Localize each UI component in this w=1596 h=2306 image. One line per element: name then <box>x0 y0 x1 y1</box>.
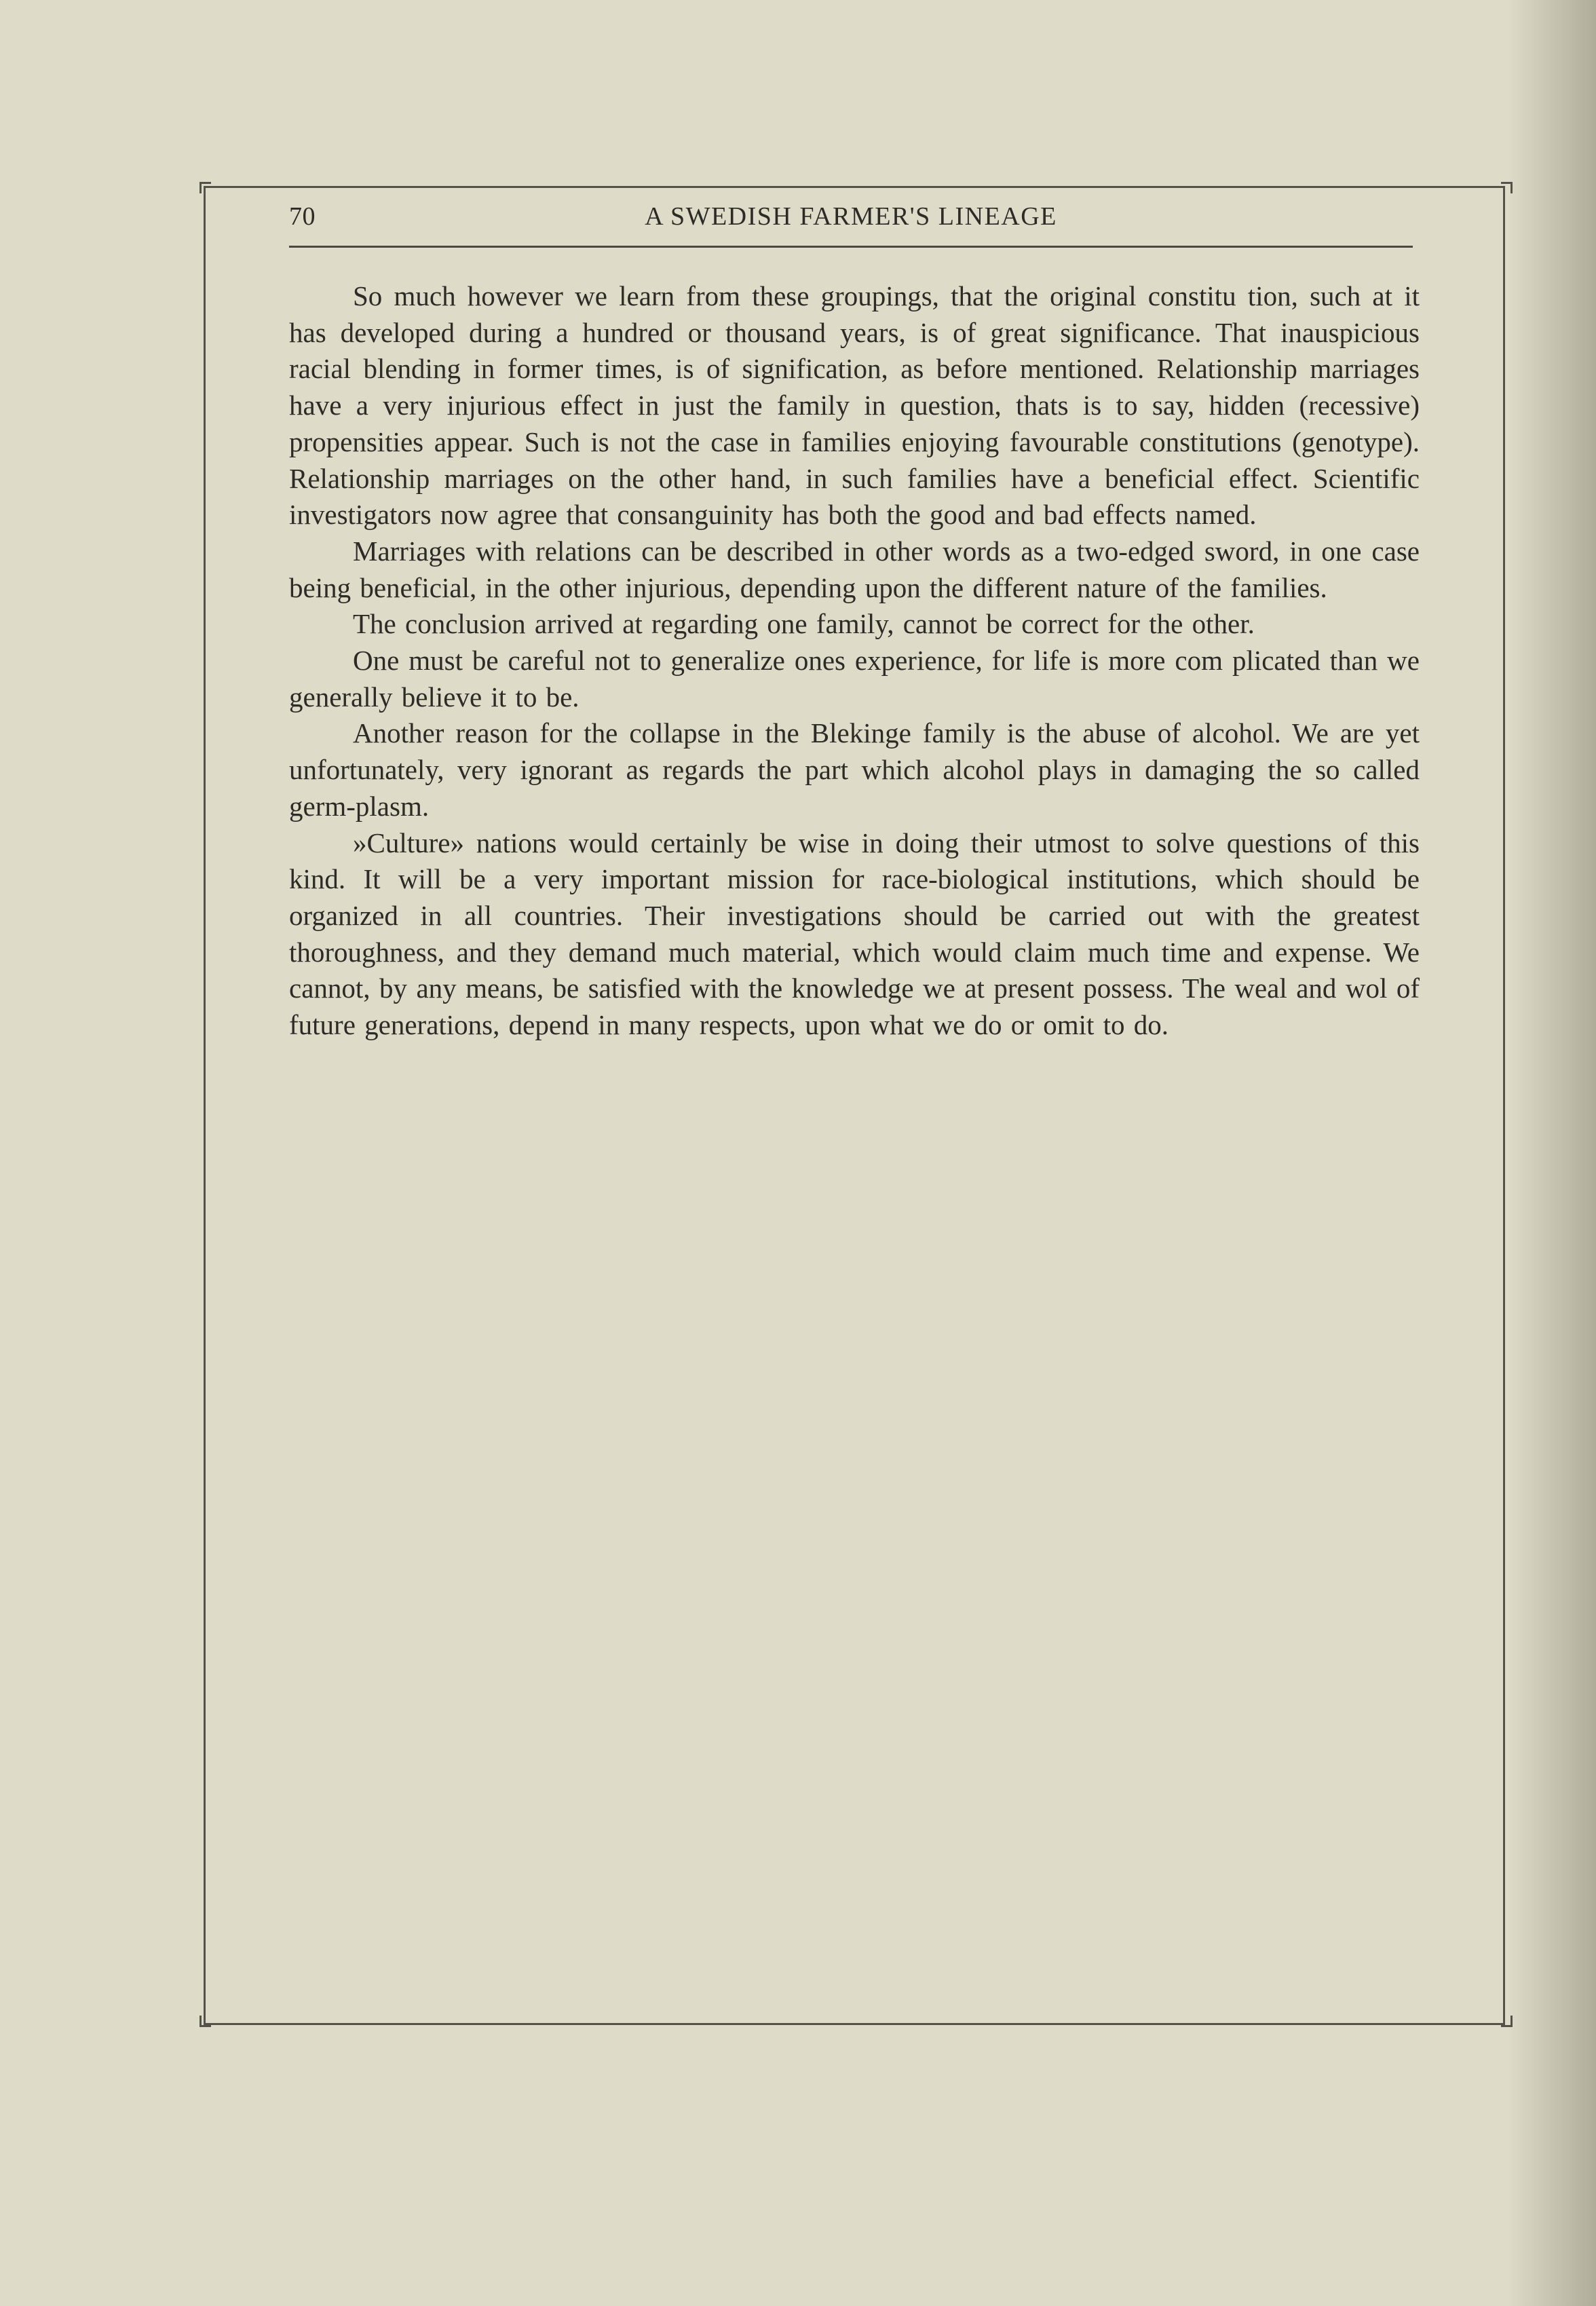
paragraph: One must be careful not to generalize ones experience, for life is more com plicated than we generally believe it to be. <box>289 645 1420 713</box>
page-header <box>289 201 1413 248</box>
frame-corner-bottom-right <box>1501 2016 1513 2027</box>
running-title: A SWEDISH FARMER'S LINEAGE <box>645 202 1057 231</box>
frame-corner-top-left <box>200 182 211 193</box>
frame-corner-top-right <box>1501 182 1513 193</box>
paragraph: Another reason for the collapse in the Blekinge family is the abuse of alcohol. We are yet unfortunately, very ignorant as regards the part which alcohol plays in damaging the so called germ‑plasm. <box>289 717 1420 822</box>
page-number: 70 <box>289 202 316 231</box>
paragraph: The conclusion arrived at regarding one family, cannot be correct for the other. <box>353 608 1255 640</box>
frame-corner-bottom-left <box>200 2016 211 2027</box>
paragraph: »Culture» nations would certainly be wise in doing their utmost to solve questions of this kind. It will be a very important mission for race‑biological institutions, which should be organized in all countries. Their investigations should be carried out with the greatest thoroughness, and they demand much material, which would claim much time and expense. We cannot, by any means, be satisfied with the knowledge we at present possess. The weal and wol of future generations, depend in many respects, upon what we do or omit to do. <box>289 827 1420 1041</box>
body-text <box>289 278 1420 1044</box>
paragraph: So much however we learn from these groupings, that the original constitu tion, such at it has developed during a hundred or thousand years, is of great significance. That inauspicious racial blending in former times, is of signification, as before mentioned. Relationship marriages have a very injurious effect in just the family in question, thats is to say, hidden (recessive) propensities appear. Such is not the case in families enjoying favourable constitutions (genotype). Relationship marriages on the other hand, in such families have a beneficial effect. Scientific investigators now agree that consanguinity has both the good and bad effects named. <box>289 280 1420 531</box>
page-edge-shadow <box>1508 0 1596 2306</box>
paragraph: Marriages with relations can be described in other words as a two‑edged sword, in one case being beneficial, in the other injurious, depending upon the different nature of the families. <box>289 535 1420 603</box>
